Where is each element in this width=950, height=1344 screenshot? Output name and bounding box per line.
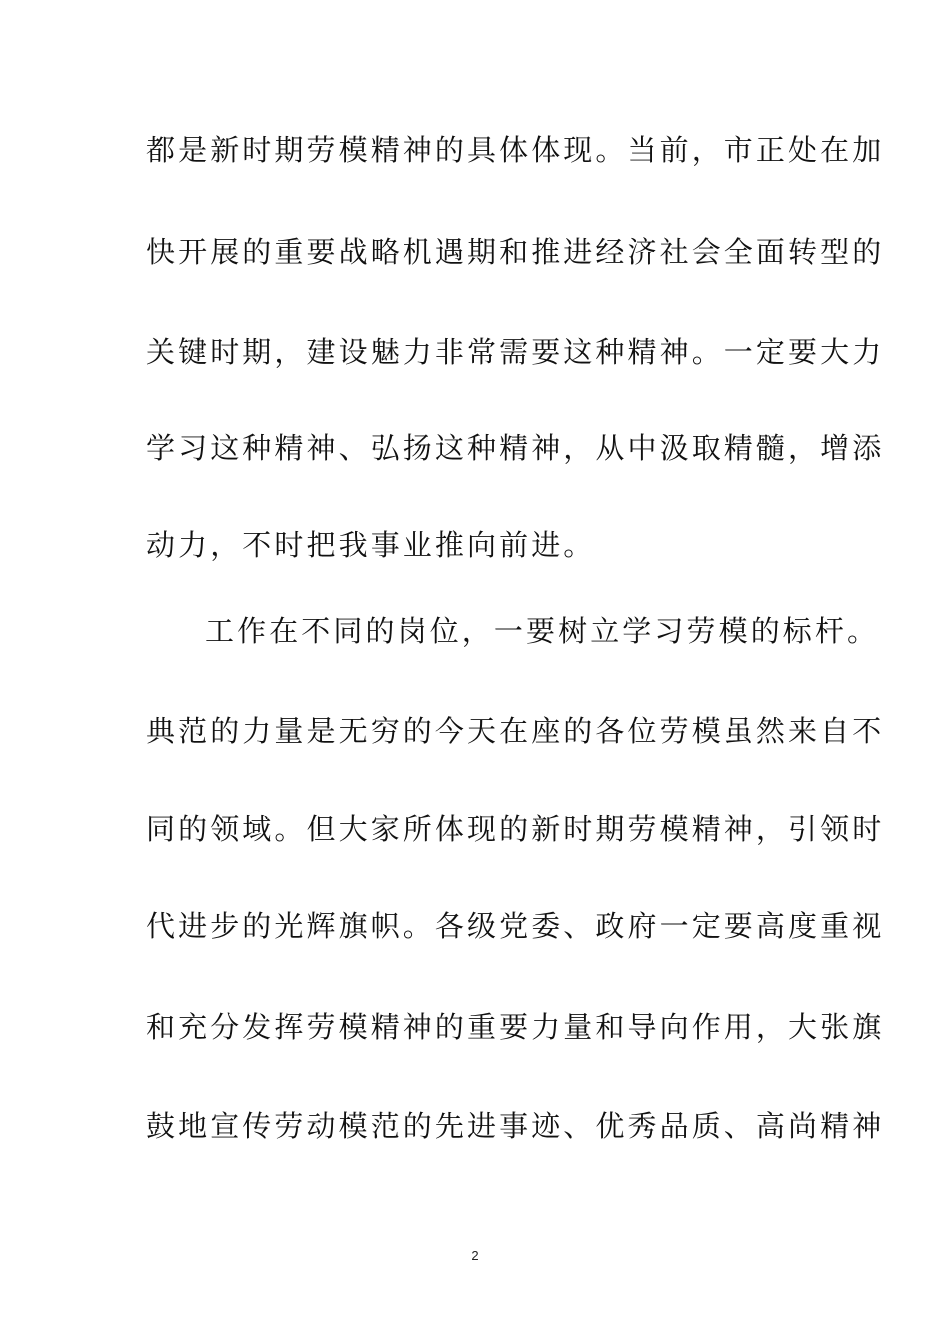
text-line: 典范的力量是无穷的今天在座的各位劳模虽然来自不 xyxy=(146,714,885,748)
text-line: 和充分发挥劳模精神的重要力量和导向作用，大张旗 xyxy=(146,1010,885,1044)
paragraph-start-line: 工作在不同的岗位，一要树立学习劳模的标杆。 xyxy=(205,614,880,648)
page-number: 2 xyxy=(471,1248,479,1263)
text-line: 关键时期，建设魅力非常需要这种精神。一定要大力 xyxy=(146,335,885,369)
text-line: 同的领域。但大家所体现的新时期劳模精神，引领时 xyxy=(146,812,885,846)
text-line: 快开展的重要战略机遇期和推进经济社会全面转型的 xyxy=(146,235,885,269)
text-line: 都是新时期劳模精神的具体体现。当前，市正处在加 xyxy=(146,133,885,167)
text-line: 鼓地宣传劳动模范的先进事迹、优秀品质、高尚精神 xyxy=(146,1109,885,1143)
text-line: 动力，不时把我事业推向前进。 xyxy=(146,528,596,562)
text-line: 代进步的光辉旗帜。各级党委、政府一定要高度重视 xyxy=(146,909,885,943)
text-line: 学习这种精神、弘扬这种精神，从中汲取精髓，增添 xyxy=(146,431,885,465)
